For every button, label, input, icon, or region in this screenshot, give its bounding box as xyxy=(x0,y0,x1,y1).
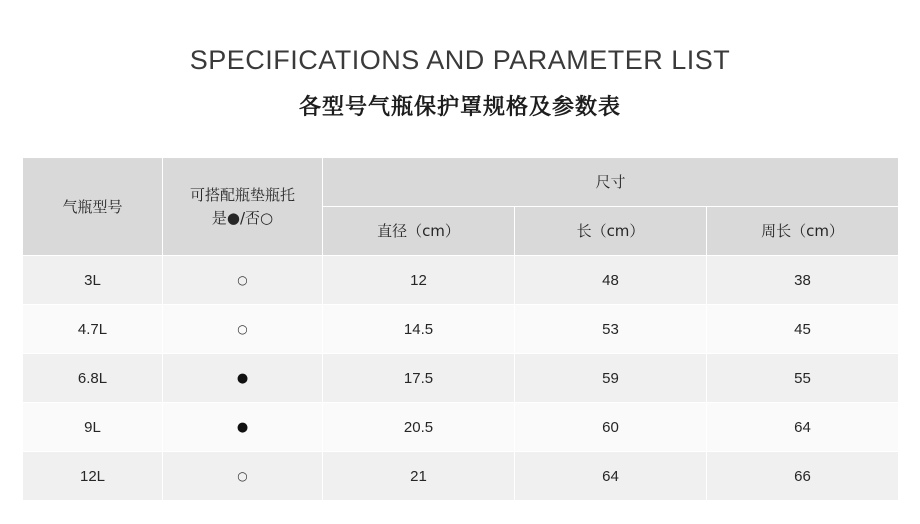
cell-length: 60 xyxy=(515,403,707,452)
header-row-top xyxy=(23,158,899,207)
cell-model: 9L xyxy=(23,403,163,452)
cell-circumference: 45 xyxy=(707,305,899,354)
cell-diameter: 14.5 xyxy=(323,305,515,354)
specification-table xyxy=(22,157,899,501)
cell-length: 59 xyxy=(515,354,707,403)
table-row xyxy=(23,305,899,354)
table-row xyxy=(23,403,899,452)
cell-circumference: 64 xyxy=(707,403,899,452)
cell-pad-compat: ○ xyxy=(163,256,323,305)
cell-circumference: 55 xyxy=(707,354,899,403)
table-header xyxy=(23,158,899,256)
cell-circumference: 66 xyxy=(707,452,899,501)
cell-diameter: 21 xyxy=(323,452,515,501)
header-pad-compat xyxy=(163,158,323,256)
page-title-chinese: 各型号气瓶保护罩规格及参数表 xyxy=(298,95,621,121)
header-circumference: 周长（cm） xyxy=(707,207,899,256)
cell-model: 3L xyxy=(23,256,163,305)
cell-model: 6.8L xyxy=(23,354,163,403)
header-length: 长（cm） xyxy=(515,207,707,256)
title-block xyxy=(0,0,920,121)
page-title-english: SPECIFICATIONS AND PARAMETER LIST xyxy=(189,45,731,75)
table-body xyxy=(23,256,899,501)
cell-pad-compat: ● xyxy=(163,354,323,403)
cell-length: 64 xyxy=(515,452,707,501)
header-pad-compat-line1: 可搭配瓶垫瓶托 xyxy=(189,186,295,205)
cell-diameter: 20.5 xyxy=(323,403,515,452)
table-row xyxy=(23,354,899,403)
header-pad-compat-line2: 是●/否○ xyxy=(211,208,274,227)
cell-length: 48 xyxy=(515,256,707,305)
cell-diameter: 12 xyxy=(323,256,515,305)
header-dimension-group: 尺寸 xyxy=(323,158,899,207)
cell-diameter: 17.5 xyxy=(323,354,515,403)
table-row xyxy=(23,256,899,305)
cell-model: 12L xyxy=(23,452,163,501)
cell-pad-compat: ● xyxy=(163,403,323,452)
cell-circumference: 38 xyxy=(707,256,899,305)
table-row xyxy=(23,452,899,501)
spec-table-wrapper xyxy=(22,157,898,501)
header-diameter: 直径（cm） xyxy=(323,207,515,256)
cell-model: 4.7L xyxy=(23,305,163,354)
cell-pad-compat: ○ xyxy=(163,452,323,501)
cell-pad-compat: ○ xyxy=(163,305,323,354)
cell-length: 53 xyxy=(515,305,707,354)
header-model: 气瓶型号 xyxy=(23,158,163,256)
